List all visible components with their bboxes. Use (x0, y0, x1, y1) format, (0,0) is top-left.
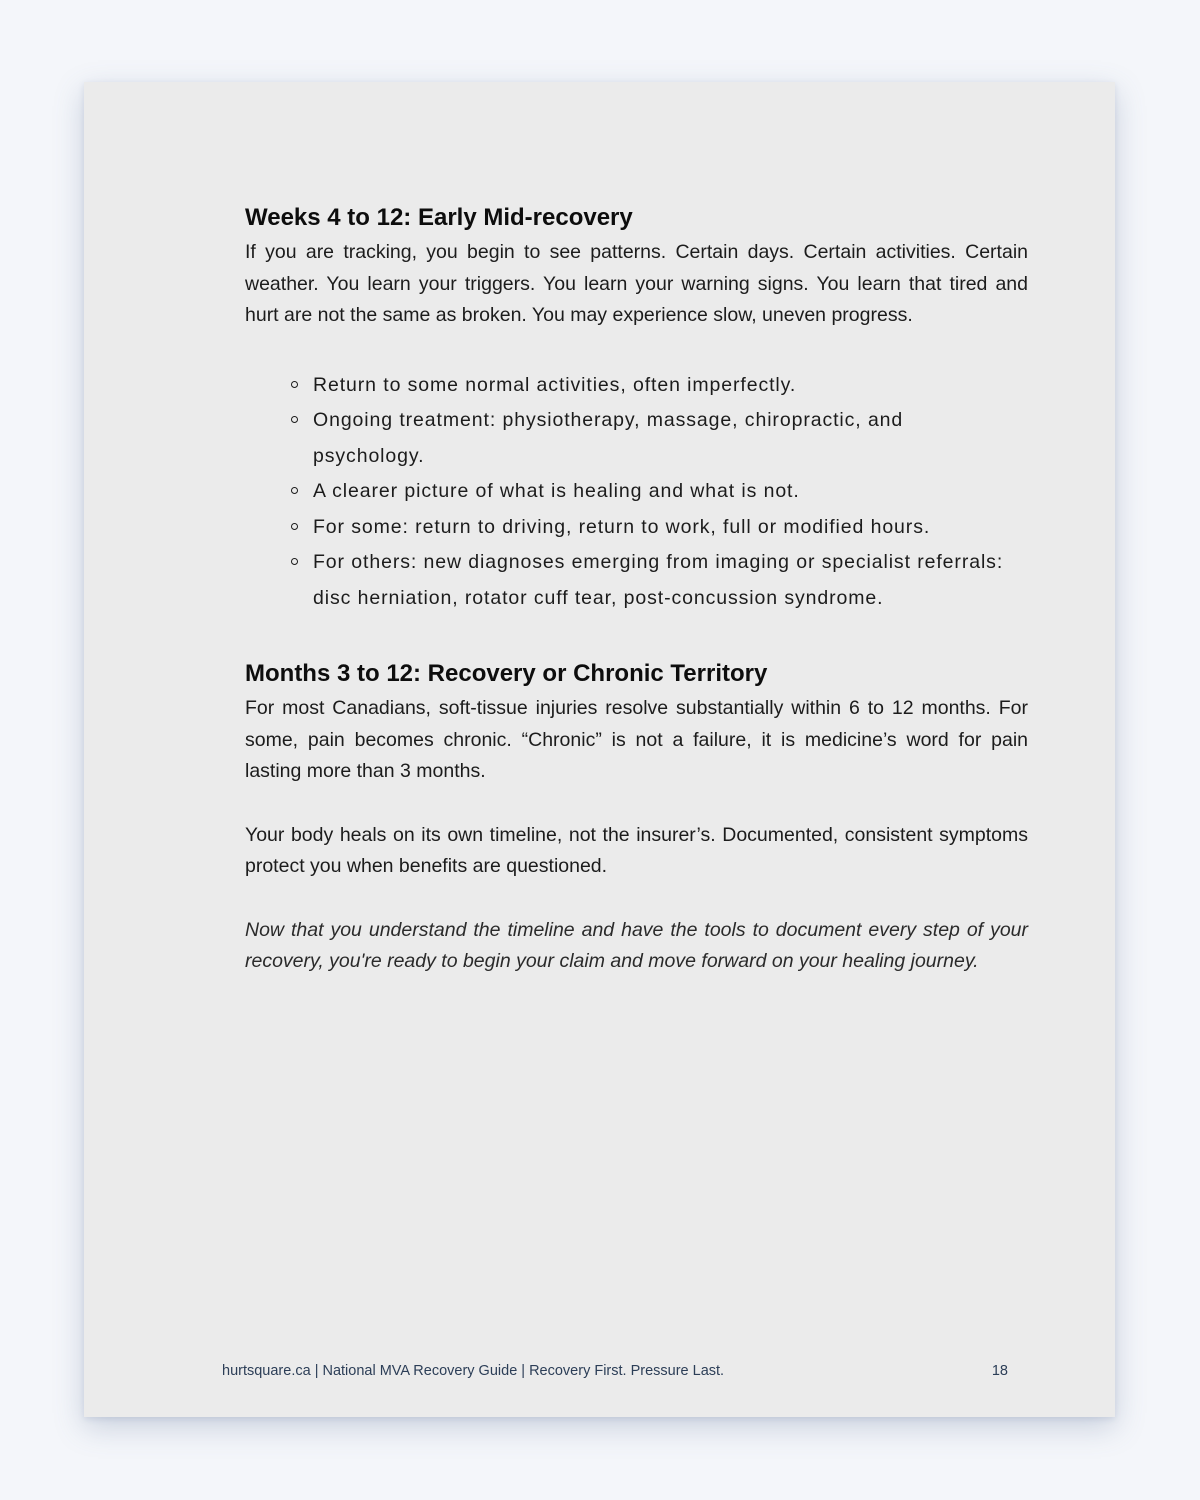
list-item-text: Return to some normal activities, often imperfectly. (313, 373, 797, 396)
circle-bullet-icon (291, 416, 298, 423)
circle-bullet-icon (291, 558, 298, 565)
list-item-text: For others: new diagnoses emerging from imaging or specialist referrals: disc herniation, rotator cuff tear, post-concussion syndrome. (313, 551, 1004, 609)
circle-bullet-icon (291, 487, 298, 494)
closing-paragraph: Now that you understand the timeline and have the tools to document every step of your recovery, you're ready to begin your claim and move forward on your healing journey. (245, 918, 1028, 972)
page-content (245, 202, 1028, 978)
bullet-list (245, 368, 1028, 617)
section-heading-months-3-to-12: Months 3 to 12: Recovery or Chronic Territory (245, 660, 768, 687)
circle-bullet-icon (291, 523, 298, 530)
page-footer (222, 1363, 1008, 1379)
section-paragraph: For most Canadians, soft-tissue injuries resolve substantially within 6 to 12 months. For some, pain becomes chronic. “Chronic” is not a failure, it is medicine’s word for pain lasting more than 3 months. (245, 697, 1028, 782)
circle-bullet-icon (291, 381, 298, 388)
section-months-3-to-12 (245, 658, 1028, 978)
list-item (313, 474, 1028, 510)
page-number: 18 (991, 1363, 1008, 1379)
section-paragraph: Your body heals on its own timeline, not the insurer’s. Documented, consistent symptoms protect you when benefits are questioned. (245, 823, 1028, 877)
list-item (313, 403, 1028, 474)
list-item-text: A clearer picture of what is healing and what is not. (313, 480, 800, 502)
section-heading-weeks-4-to-12: Weeks 4 to 12: Early Mid-recovery (245, 204, 633, 231)
document-page (84, 82, 1115, 1417)
section-paragraph: If you are tracking, you begin to see patterns. Certain days. Certain activities. Certain weather. You learn your triggers. You learn your warning signs. You learn that tired and hurt are not the same as broken. You may experience slow, uneven progress. (245, 241, 1028, 326)
footer-text: hurtsquare.ca | National MVA Recovery Guide | Recovery First. Pressure Last. (222, 1363, 725, 1379)
list-item-text: For some: return to driving, return to work, full or modified hours. (313, 515, 931, 538)
list-item-text: Ongoing treatment: physiotherapy, massage, chiropractic, and psychology. (313, 409, 904, 467)
list-item (313, 368, 1028, 404)
list-item (313, 545, 1028, 616)
list-item (313, 510, 1028, 546)
